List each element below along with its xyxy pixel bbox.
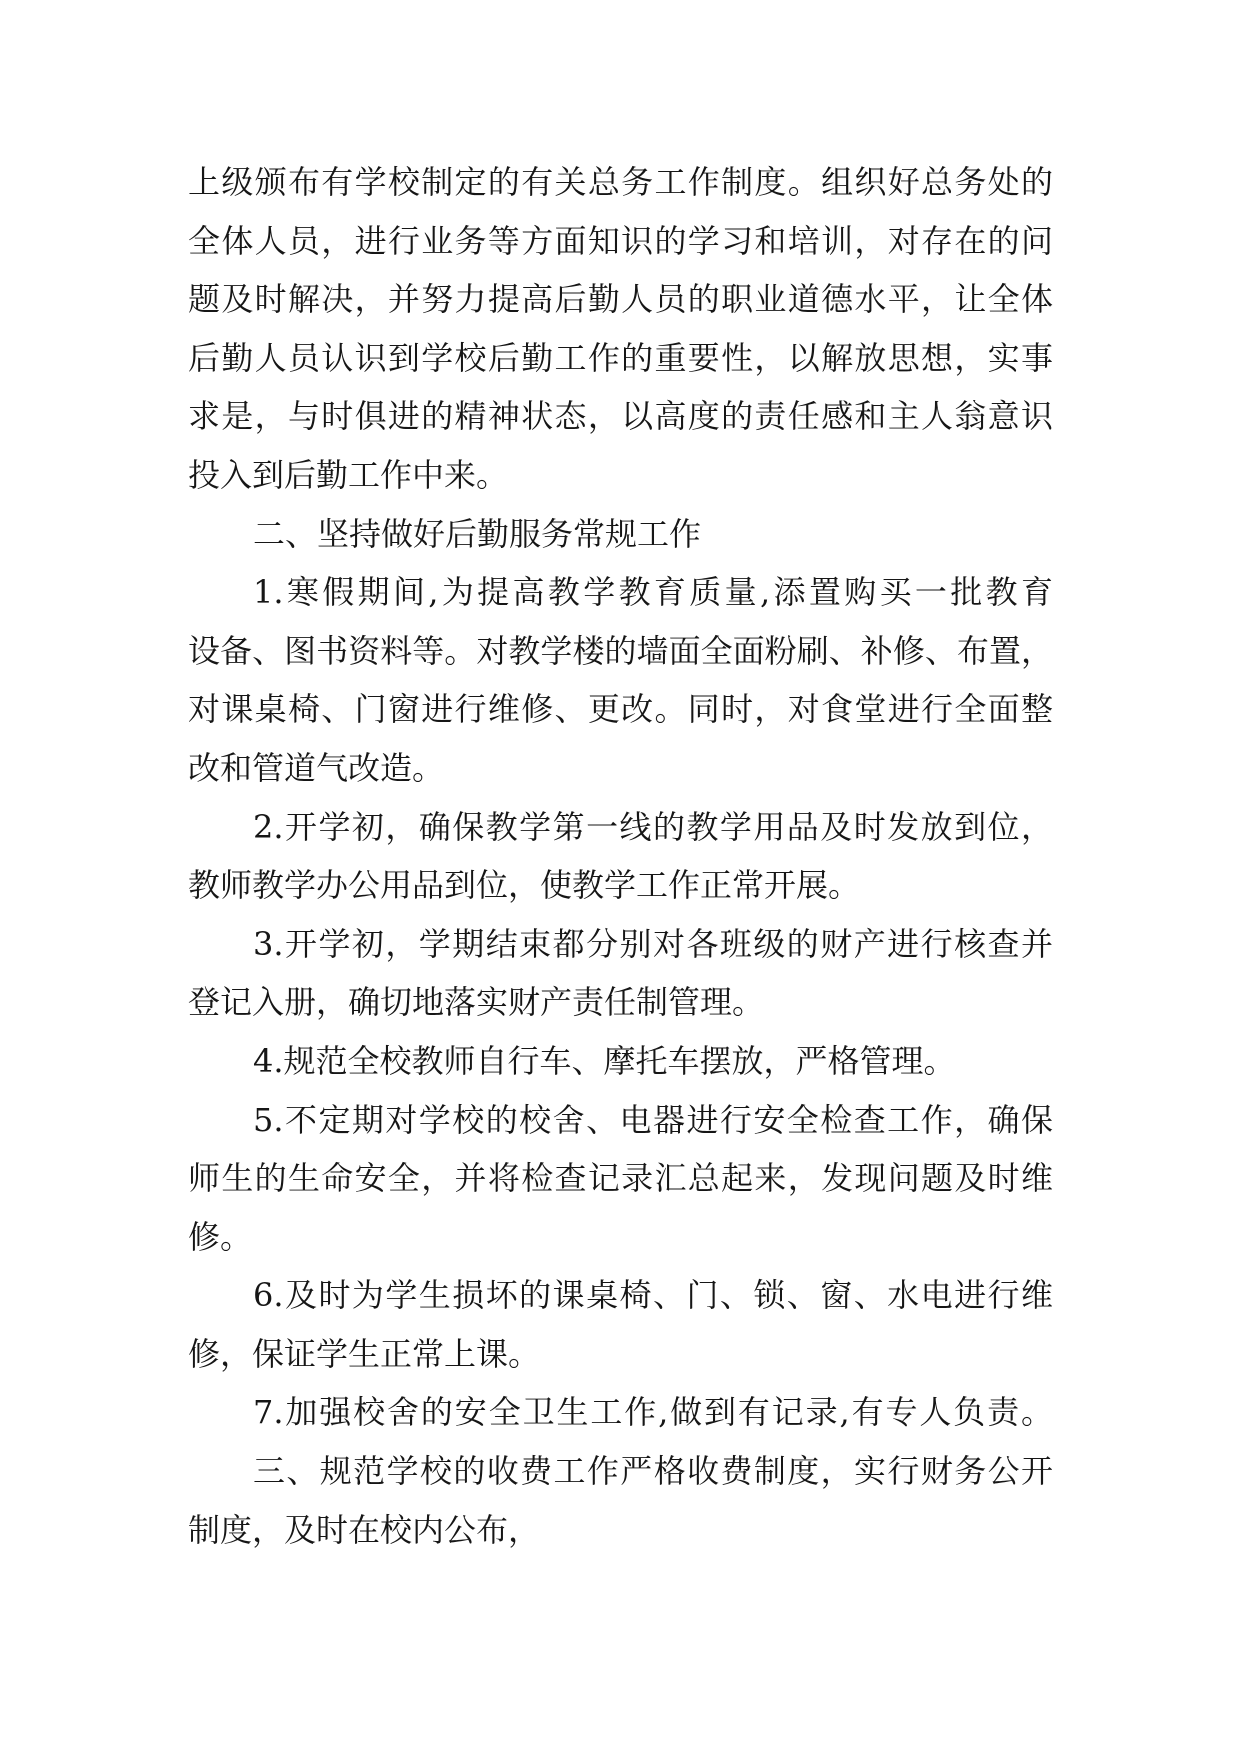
text-line: 求是，与时俱进的精神状态，以高度的责任感和主人翁意识	[188, 397, 1053, 436]
text-line: 设备、图书资料等。对教学楼的墙面全面粉刷、补修、布置，	[188, 631, 1053, 670]
section-heading-text: 二、坚持做好后勤服务常规工作	[253, 514, 702, 553]
text-line: 3.开学初，学期结束都分别对各班级的财产进行核查并	[253, 924, 1053, 963]
text-line: 登记入册，确切地落实财产责任制管理。	[188, 983, 765, 1022]
text-line: 上级颁布有学校制定的有关总务工作制度。组织好总务处的	[188, 163, 1053, 201]
text-line: 修。	[188, 1217, 253, 1256]
text-line: 后勤人员认识到学校后勤工作的重要性，以解放思想，实事	[188, 338, 1053, 377]
paragraph	[188, 1091, 1053, 1267]
text-line: 改和管道气改造。	[188, 748, 445, 787]
text-line: 投入到后勤工作中来。	[188, 455, 509, 494]
text-line: 5.不定期对学校的校舍、电器进行安全检查工作，确保	[253, 1100, 1053, 1139]
section-heading	[188, 505, 1053, 564]
paragraph	[188, 915, 1053, 1032]
text-line: 师生的生命安全，并将检查记录汇总起来，发现问题及时维	[188, 1159, 1053, 1198]
paragraph	[188, 563, 1053, 797]
text-line: 三、规范学校的收费工作严格收费制度，实行财务公开	[253, 1452, 1053, 1491]
paragraph	[188, 1266, 1053, 1383]
text-line: 教师教学办公用品到位，使教学工作正常开展。	[188, 866, 861, 905]
paragraph	[188, 1383, 1053, 1442]
paragraph	[188, 1442, 1053, 1559]
text-line: 7.加强校舍的安全卫生工作,做到有记录,有专人负责。	[253, 1393, 1053, 1432]
text-line: 4.规范全校教师自行车、摩托车摆放，严格管理。	[253, 1041, 956, 1080]
text-line: 全体人员，进行业务等方面知识的学习和培训，对存在的问	[188, 221, 1053, 260]
paragraph	[188, 1032, 1053, 1091]
paragraph	[188, 798, 1053, 915]
document-page	[188, 153, 1053, 1559]
text-line: 2.开学初，确保教学第一线的教学用品及时发放到位，	[253, 807, 1053, 846]
text-line: 修，保证学生正常上课。	[188, 1334, 541, 1373]
paragraph	[188, 153, 1053, 505]
text-line: 6.及时为学生损坏的课桌椅、门、锁、窗、水电进行维	[253, 1276, 1053, 1315]
text-line: 题及时解决，并努力提高后勤人员的职业道德水平，让全体	[188, 280, 1053, 319]
text-line: 对课桌椅、门窗进行维修、更改。同时，对食堂进行全面整	[188, 690, 1053, 729]
text-line: 制度，及时在校内公布，	[188, 1510, 541, 1549]
text-line: 1.寒假期间,为提高教学教育质量,添置购买一批教育	[253, 573, 1053, 612]
